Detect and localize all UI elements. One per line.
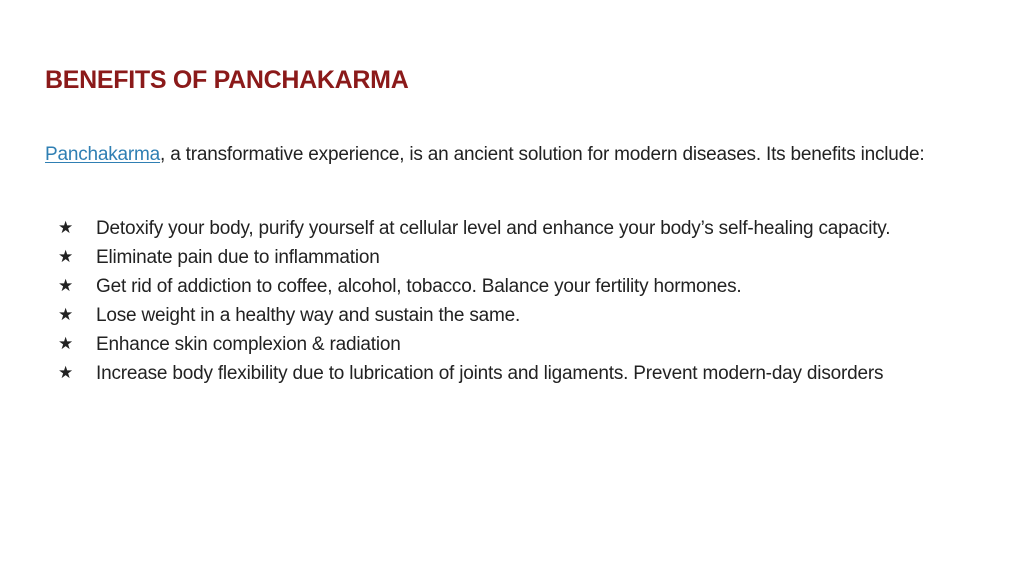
star-icon: ★ (58, 276, 74, 296)
page-title: BENEFITS OF PANCHAKARMA (45, 66, 409, 94)
benefits-list (58, 214, 958, 388)
list-item (58, 272, 958, 301)
intro-paragraph (45, 141, 985, 169)
benefit-text: Detoxify your body, purify yourself at cellular level and enhance your body’s self-healing capacity. (96, 218, 891, 239)
star-icon: ★ (58, 305, 74, 325)
panchakarma-link[interactable]: Panchakarma (45, 144, 161, 165)
star-icon: ★ (58, 247, 74, 267)
benefit-text: Enhance skin complexion & radiation (96, 334, 401, 355)
list-item (58, 301, 958, 330)
benefit-text: Eliminate pain due to inflammation (96, 247, 380, 268)
benefit-text: Lose weight in a healthy way and sustain the same. (96, 305, 521, 326)
list-item (58, 243, 958, 272)
benefit-text: Increase body flexibility due to lubrication of joints and ligaments. Prevent modern-day disorders (96, 363, 884, 384)
list-item (58, 214, 958, 243)
list-item (58, 330, 958, 359)
star-icon: ★ (58, 363, 74, 383)
intro-text: , a transformative experience, is an ancient solution for modern diseases. Its benefits include: (160, 144, 925, 165)
benefit-text: Get rid of addiction to coffee, alcohol, tobacco. Balance your fertility hormones. (96, 276, 742, 297)
star-icon: ★ (58, 334, 74, 354)
star-icon: ★ (58, 218, 74, 238)
list-item (58, 359, 958, 388)
